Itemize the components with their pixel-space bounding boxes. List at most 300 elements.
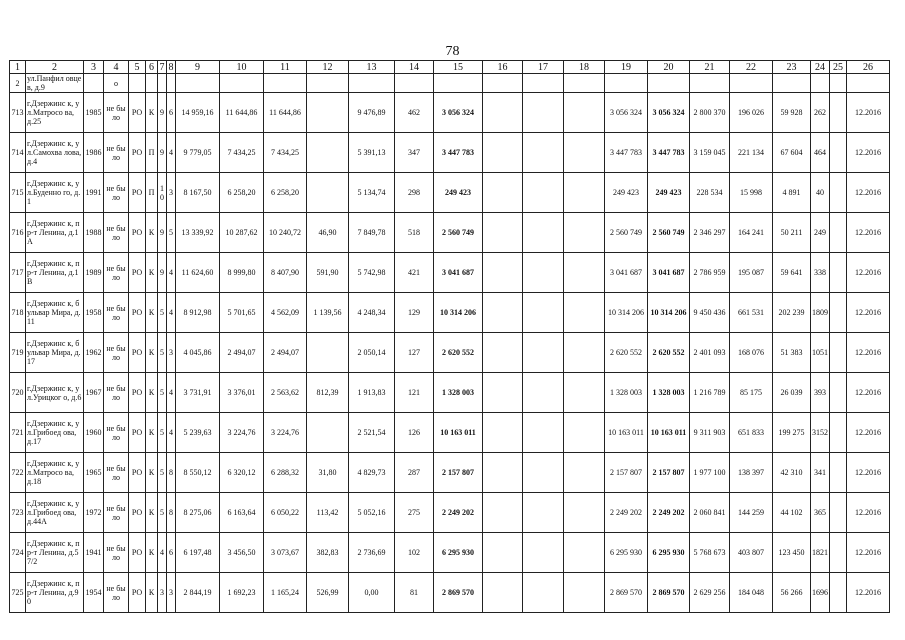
cell-deadline: 12.2016 bbox=[847, 213, 890, 253]
cell-total-area: 2 844,19 bbox=[176, 573, 220, 613]
cell-cost-owners: 249 423 bbox=[605, 173, 648, 213]
cell-floors: 9 bbox=[158, 133, 167, 173]
column-header: 14 bbox=[395, 61, 434, 74]
cell-entrances: 4 bbox=[167, 133, 176, 173]
cell-cost-owners: 3 447 783 bbox=[605, 133, 648, 173]
cell-cost-city: 15 998 bbox=[730, 173, 773, 213]
cell-num: 721 bbox=[10, 413, 26, 453]
cell-area-nonresidential: 382,83 bbox=[307, 533, 349, 573]
cell-specific-cost: 1821 bbox=[811, 533, 830, 573]
cell-area-residential: 2 563,62 bbox=[264, 373, 307, 413]
cell-cost-total: 1 328 003 bbox=[434, 373, 483, 413]
cell-area-nonresidential: 591,90 bbox=[307, 253, 349, 293]
table-row bbox=[10, 133, 890, 173]
cell-cost-other: 26 039 bbox=[773, 373, 811, 413]
cell-total-area: 8 275,06 bbox=[176, 493, 220, 533]
cell-total-area: 14 959,16 bbox=[176, 93, 220, 133]
cell-total-area: 13 339,92 bbox=[176, 213, 220, 253]
cell-c18 bbox=[564, 173, 605, 213]
cell-c16 bbox=[483, 173, 523, 213]
cell-cost-city: 195 087 bbox=[730, 253, 773, 293]
cell-cost-region: 2 346 297 bbox=[690, 213, 730, 253]
column-header: 1 bbox=[10, 61, 26, 74]
cell-year: 1991 bbox=[84, 173, 104, 213]
column-header: 17 bbox=[523, 61, 564, 74]
cell-cost-owners: 6 295 930 bbox=[605, 533, 648, 573]
cell-repair: не было bbox=[104, 453, 129, 493]
cell-num: 719 bbox=[10, 333, 26, 373]
cell-area-nonresidential bbox=[307, 333, 349, 373]
header-row bbox=[10, 61, 890, 74]
cell-c17 bbox=[523, 133, 564, 173]
cell-floors: 10 bbox=[158, 173, 167, 213]
cell-floors: 9 bbox=[158, 93, 167, 133]
cell-material: РО bbox=[129, 373, 146, 413]
cell-c17 bbox=[523, 333, 564, 373]
cell-wall: К bbox=[146, 573, 158, 613]
cell-residents: 275 bbox=[395, 493, 434, 533]
cell-address: г.Дзержинс к, ул.Грибоед ова, д.17 bbox=[26, 413, 84, 453]
column-header: 7 bbox=[159, 61, 165, 73]
cell-cost-owners: 2 157 807 bbox=[605, 453, 648, 493]
cell-entrances: 8 bbox=[167, 493, 176, 533]
cell-area-common: 2 736,69 bbox=[349, 533, 395, 573]
cell-material: РО bbox=[129, 93, 146, 133]
cell-num: 716 bbox=[10, 213, 26, 253]
cell-cost-other: 202 239 bbox=[773, 293, 811, 333]
cell-cost-total: 3 056 324 bbox=[434, 93, 483, 133]
cell-c16 bbox=[483, 533, 523, 573]
cell-c25 bbox=[830, 413, 847, 453]
cell-cost-owners: 3 056 324 bbox=[605, 93, 648, 133]
cell-area-nonresidential bbox=[307, 173, 349, 213]
cell-cost-fund: 2 249 202 bbox=[648, 493, 690, 533]
cell-area-total-rooms: 2 494,07 bbox=[220, 333, 264, 373]
cell-num: 720 bbox=[10, 373, 26, 413]
cell-area-total-rooms: 10 287,62 bbox=[220, 213, 264, 253]
cell-c16 bbox=[483, 373, 523, 413]
cell-entrances: 8 bbox=[167, 453, 176, 493]
cell-year: 1965 bbox=[84, 453, 104, 493]
cell-c17 bbox=[523, 453, 564, 493]
cell-area-residential: 1 165,24 bbox=[264, 573, 307, 613]
cell-area-total-rooms: 6 163,64 bbox=[220, 493, 264, 533]
cell-cost-total: 2 620 552 bbox=[434, 333, 483, 373]
cell-total-area: 4 045,86 bbox=[176, 333, 220, 373]
cell-material: РО bbox=[129, 173, 146, 213]
cell-wall: К bbox=[146, 333, 158, 373]
cell-cost-region: 2 629 256 bbox=[690, 573, 730, 613]
cell-residents: 462 bbox=[395, 93, 434, 133]
cell-c16 bbox=[483, 493, 523, 533]
cell-address: г.Дзержинс к, ул.Матросо ва, д.25 bbox=[26, 93, 84, 133]
cell-wall: К bbox=[146, 533, 158, 573]
cell-c17 bbox=[523, 493, 564, 533]
column-header: 11 bbox=[264, 61, 307, 74]
cell-cost-fund: 2 620 552 bbox=[648, 333, 690, 373]
cell-cost-region: 2 800 370 bbox=[690, 93, 730, 133]
cell-area-nonresidential: 812,39 bbox=[307, 373, 349, 413]
cell-c25 bbox=[830, 293, 847, 333]
cell-area-common: 0,00 bbox=[349, 573, 395, 613]
cell-cost-fund: 3 041 687 bbox=[648, 253, 690, 293]
cell-total-area: 3 731,91 bbox=[176, 373, 220, 413]
column-header: 22 bbox=[730, 61, 773, 74]
cell-c18 bbox=[564, 373, 605, 413]
column-header: 8 bbox=[168, 61, 174, 73]
cell-area-residential: 3 073,67 bbox=[264, 533, 307, 573]
cell-floors: 5 bbox=[158, 293, 167, 333]
cell-cost-city: 168 076 bbox=[730, 333, 773, 373]
cell-c18 bbox=[564, 293, 605, 333]
cell-cost-owners: 10 163 011 bbox=[605, 413, 648, 453]
cell-total-area: 5 239,63 bbox=[176, 413, 220, 453]
cell-material: РО bbox=[129, 333, 146, 373]
table-row bbox=[10, 213, 890, 253]
cell-deadline: 12.2016 bbox=[847, 453, 890, 493]
cell-repair: не было bbox=[104, 373, 129, 413]
cell-cost-region: 9 311 903 bbox=[690, 413, 730, 453]
cell-residents: 421 bbox=[395, 253, 434, 293]
cell-area-residential: 2 494,07 bbox=[264, 333, 307, 373]
cell-num: 724 bbox=[10, 533, 26, 573]
cell-specific-cost: 464 bbox=[811, 133, 830, 173]
cell-area-total-rooms: 3 376,01 bbox=[220, 373, 264, 413]
cell-c25 bbox=[830, 173, 847, 213]
cell-area-nonresidential: 526,99 bbox=[307, 573, 349, 613]
cell-cost-other: 42 310 bbox=[773, 453, 811, 493]
column-header: 2 bbox=[26, 61, 84, 74]
cell-c25 bbox=[830, 373, 847, 413]
cell-cost-fund: 10 314 206 bbox=[648, 293, 690, 333]
cell-address: г.Дзержинс к, ул.Грибоед ова, д.44А bbox=[26, 493, 84, 533]
column-header: 25 bbox=[830, 61, 847, 74]
cell-c18 bbox=[564, 533, 605, 573]
cell-residents: 518 bbox=[395, 213, 434, 253]
cell-residents: 102 bbox=[395, 533, 434, 573]
cell-material: РО bbox=[129, 213, 146, 253]
cell-cost-city: 651 833 bbox=[730, 413, 773, 453]
cell-area-residential: 7 434,25 bbox=[264, 133, 307, 173]
cell-area-common: 5 742,98 bbox=[349, 253, 395, 293]
cell-floors: 4 bbox=[158, 533, 167, 573]
cell-specific-cost: 338 bbox=[811, 253, 830, 293]
cell-c16 bbox=[483, 133, 523, 173]
column-header: 9 bbox=[176, 61, 220, 74]
cell-c17 bbox=[523, 573, 564, 613]
column-header: 6 bbox=[146, 61, 158, 74]
table-row bbox=[10, 93, 890, 133]
cell-cost-fund: 1 328 003 bbox=[648, 373, 690, 413]
cell-specific-cost: 3152 bbox=[811, 413, 830, 453]
cell-repair: не было bbox=[104, 93, 129, 133]
cell-cost-total: 10 314 206 bbox=[434, 293, 483, 333]
column-header: 24 bbox=[811, 61, 830, 74]
cell-area-residential: 11 644,86 bbox=[264, 93, 307, 133]
cell-year: 1958 bbox=[84, 293, 104, 333]
cell-area-total-rooms: 11 644,86 bbox=[220, 93, 264, 133]
cell-cost-fund: 3 056 324 bbox=[648, 93, 690, 133]
cell-floors: 5 bbox=[158, 493, 167, 533]
cell-residents: 287 bbox=[395, 453, 434, 493]
cell-cost-total: 10 163 011 bbox=[434, 413, 483, 453]
cell-wall: К bbox=[146, 93, 158, 133]
cell-residents: 347 bbox=[395, 133, 434, 173]
cell-area-total-rooms: 3 456,50 bbox=[220, 533, 264, 573]
cell-cost-city: 138 397 bbox=[730, 453, 773, 493]
cell-material: РО bbox=[129, 413, 146, 453]
cell-total-area: 8 167,50 bbox=[176, 173, 220, 213]
column-header: 20 bbox=[648, 61, 690, 74]
cell-total-area: 11 624,60 bbox=[176, 253, 220, 293]
cell-specific-cost: 1696 bbox=[811, 573, 830, 613]
cell-repair: не было bbox=[104, 133, 129, 173]
cell-repair: не было bbox=[104, 173, 129, 213]
cell-area-nonresidential: 113,42 bbox=[307, 493, 349, 533]
cell-cost-other: 67 604 bbox=[773, 133, 811, 173]
cell-cost-other: 56 266 bbox=[773, 573, 811, 613]
cell-area-nonresidential: 46,90 bbox=[307, 213, 349, 253]
cell-cost-city: 85 175 bbox=[730, 373, 773, 413]
cell-repair: не было bbox=[104, 413, 129, 453]
cell-wall: К bbox=[146, 413, 158, 453]
cell-area-residential: 8 407,90 bbox=[264, 253, 307, 293]
cell-c18 bbox=[564, 413, 605, 453]
cell-cost-total: 2 869 570 bbox=[434, 573, 483, 613]
column-header: 5 bbox=[129, 61, 146, 74]
cell-c25 bbox=[830, 253, 847, 293]
cell-address: г.Дзержинс к, пр-т Ленина, д.1 А bbox=[26, 213, 84, 253]
cell-cost-fund: 3 447 783 bbox=[648, 133, 690, 173]
column-header: 15 bbox=[434, 61, 483, 74]
cell-cost-owners: 2 869 570 bbox=[605, 573, 648, 613]
table-row bbox=[10, 453, 890, 493]
column-header: 19 bbox=[605, 61, 648, 74]
cell-cost-owners: 10 314 206 bbox=[605, 293, 648, 333]
cell-area-common: 2 050,14 bbox=[349, 333, 395, 373]
cell-area-common: 5 052,16 bbox=[349, 493, 395, 533]
cell-num: 718 bbox=[10, 293, 26, 333]
cell-entrances: 4 bbox=[167, 413, 176, 453]
cell-entrances: 3 bbox=[167, 333, 176, 373]
cell-repair: не было bbox=[104, 213, 129, 253]
cell-cost-city: 144 259 bbox=[730, 493, 773, 533]
cell-residents: 127 bbox=[395, 333, 434, 373]
table-row bbox=[10, 293, 890, 333]
cell-cost-fund: 2 157 807 bbox=[648, 453, 690, 493]
cell-specific-cost: 249 bbox=[811, 213, 830, 253]
cell-material: РО bbox=[129, 453, 146, 493]
cell-area-nonresidential: 1 139,56 bbox=[307, 293, 349, 333]
cell-c17 bbox=[523, 293, 564, 333]
table-row bbox=[10, 253, 890, 293]
cell-specific-cost: 1051 bbox=[811, 333, 830, 373]
cell-deadline: 12.2016 bbox=[847, 293, 890, 333]
cell-repair: не было bbox=[104, 293, 129, 333]
cell-cost-fund: 2 869 570 bbox=[648, 573, 690, 613]
cell-area-common: 5 391,13 bbox=[349, 133, 395, 173]
cell-c17 bbox=[523, 173, 564, 213]
cell-total-area: 8 912,98 bbox=[176, 293, 220, 333]
cell-residents: 81 bbox=[395, 573, 434, 613]
cell-cost-total: 249 423 bbox=[434, 173, 483, 213]
cell-deadline: 12.2016 bbox=[847, 173, 890, 213]
cell-cost-region: 1 216 789 bbox=[690, 373, 730, 413]
cell-area-residential: 6 258,20 bbox=[264, 173, 307, 213]
cell-cost-region: 2 060 841 bbox=[690, 493, 730, 533]
cell-address: ул.Панфил овцев, д.9 bbox=[26, 74, 84, 93]
cell-address: г.Дзержинс к, пр-т Ленина, д.90 bbox=[26, 573, 84, 613]
table-row bbox=[10, 493, 890, 533]
cell-wall: К bbox=[146, 373, 158, 413]
cell-c18 bbox=[564, 213, 605, 253]
cell-floors: 5 bbox=[158, 373, 167, 413]
table-row bbox=[10, 373, 890, 413]
cell-entrances: 3 bbox=[167, 173, 176, 213]
cell-floors: 3 bbox=[158, 573, 167, 613]
cell-num: 723 bbox=[10, 493, 26, 533]
cell-wall: К bbox=[146, 213, 158, 253]
cell-cost-other: 44 102 bbox=[773, 493, 811, 533]
cell-cost-city: 403 807 bbox=[730, 533, 773, 573]
column-header: 3 bbox=[84, 61, 104, 74]
cell-address: г.Дзержинс к, бульвар Мира, д.11 bbox=[26, 293, 84, 333]
cell-material: РО bbox=[129, 293, 146, 333]
cell-material: РО bbox=[129, 493, 146, 533]
cell-c17 bbox=[523, 213, 564, 253]
cell-cost-owners: 3 041 687 bbox=[605, 253, 648, 293]
cell-c16 bbox=[483, 573, 523, 613]
cell-address: г.Дзержинс к, ул.Самохва лова, д.4 bbox=[26, 133, 84, 173]
cell-repair: не было bbox=[104, 493, 129, 533]
cell-cost-city: 184 048 bbox=[730, 573, 773, 613]
cell-c25 bbox=[830, 213, 847, 253]
cell-c16 bbox=[483, 413, 523, 453]
cell-cost-region: 9 450 436 bbox=[690, 293, 730, 333]
cell-area-common: 5 134,74 bbox=[349, 173, 395, 213]
cell-deadline: 12.2016 bbox=[847, 573, 890, 613]
cell-num: 2 bbox=[10, 74, 26, 93]
cell-c25 bbox=[830, 493, 847, 533]
cell-area-total-rooms: 8 999,80 bbox=[220, 253, 264, 293]
cell-year: 1954 bbox=[84, 573, 104, 613]
cell-floors: 5 bbox=[158, 333, 167, 373]
cell-c25 bbox=[830, 453, 847, 493]
cell-entrances: 3 bbox=[167, 573, 176, 613]
cell-num: 715 bbox=[10, 173, 26, 213]
table-row bbox=[10, 413, 890, 453]
cell-deadline: 12.2016 bbox=[847, 133, 890, 173]
cell-cost-owners: 1 328 003 bbox=[605, 373, 648, 413]
cell-specific-cost: 393 bbox=[811, 373, 830, 413]
cell-area-total-rooms: 7 434,25 bbox=[220, 133, 264, 173]
cell-entrances: 5 bbox=[167, 213, 176, 253]
cell-c18 bbox=[564, 493, 605, 533]
cell-specific-cost: 365 bbox=[811, 493, 830, 533]
cell-cost-owners: 2 560 749 bbox=[605, 213, 648, 253]
cell-cost-city: 661 531 bbox=[730, 293, 773, 333]
cell-wall: П bbox=[146, 173, 158, 213]
cell-material: РО bbox=[129, 133, 146, 173]
cell-deadline: 12.2016 bbox=[847, 493, 890, 533]
cell-area-nonresidential bbox=[307, 93, 349, 133]
cell-repair: не было bbox=[104, 573, 129, 613]
column-header: 13 bbox=[349, 61, 395, 74]
cell-repair: не было bbox=[104, 533, 129, 573]
cell-address: г.Дзержинс к, пр-т Ленина, д.1 В bbox=[26, 253, 84, 293]
column-header: 21 bbox=[690, 61, 730, 74]
cell-total-area: 9 779,05 bbox=[176, 133, 220, 173]
cell-total-area: 6 197,48 bbox=[176, 533, 220, 573]
cell-material: РО bbox=[129, 253, 146, 293]
cell-area-nonresidential: 31,80 bbox=[307, 453, 349, 493]
cell-floors: 5 bbox=[158, 453, 167, 493]
cell-cost-city: 221 134 bbox=[730, 133, 773, 173]
cell-c18 bbox=[564, 133, 605, 173]
cell-c18 bbox=[564, 333, 605, 373]
cell-cost-fund: 249 423 bbox=[648, 173, 690, 213]
cell-cost-total: 2 157 807 bbox=[434, 453, 483, 493]
cell-cost-total: 2 249 202 bbox=[434, 493, 483, 533]
cell-specific-cost: 341 bbox=[811, 453, 830, 493]
cell-c17 bbox=[523, 413, 564, 453]
cell-cost-other: 123 450 bbox=[773, 533, 811, 573]
cell-num: 713 bbox=[10, 93, 26, 133]
cell-floors: 9 bbox=[158, 253, 167, 293]
cell-area-residential: 6 288,32 bbox=[264, 453, 307, 493]
cell-area-total-rooms: 6 320,12 bbox=[220, 453, 264, 493]
cell-cost-other: 51 383 bbox=[773, 333, 811, 373]
cell-cost-total: 3 041 687 bbox=[434, 253, 483, 293]
cell-year: 1988 bbox=[84, 213, 104, 253]
cell-specific-cost: 262 bbox=[811, 93, 830, 133]
cell-cost-other: 50 211 bbox=[773, 213, 811, 253]
cell-specific-cost: 1809 bbox=[811, 293, 830, 333]
cell-cost-region: 1 977 100 bbox=[690, 453, 730, 493]
cell-cost-region: 228 534 bbox=[690, 173, 730, 213]
cell-year: 1989 bbox=[84, 253, 104, 293]
cell-deadline: 12.2016 bbox=[847, 93, 890, 133]
cell-cost-region: 2 401 093 bbox=[690, 333, 730, 373]
cell-c17 bbox=[523, 253, 564, 293]
cell-area-common: 1 913,83 bbox=[349, 373, 395, 413]
cell-area-common: 4 248,34 bbox=[349, 293, 395, 333]
cell-cost-owners: 2 249 202 bbox=[605, 493, 648, 533]
cell-entrances: 4 bbox=[167, 293, 176, 333]
cell-c17 bbox=[523, 93, 564, 133]
cell-c18 bbox=[564, 93, 605, 133]
cell-specific-cost: 40 bbox=[811, 173, 830, 213]
cell-residents: 121 bbox=[395, 373, 434, 413]
cell-residents: 129 bbox=[395, 293, 434, 333]
column-header: 26 bbox=[847, 61, 890, 74]
cell-wall: К bbox=[146, 253, 158, 293]
cell-cost-other: 59 928 bbox=[773, 93, 811, 133]
cell-area-nonresidential bbox=[307, 133, 349, 173]
cell-area-residential: 10 240,72 bbox=[264, 213, 307, 253]
cell-material: РО bbox=[129, 573, 146, 613]
cell-cost-region: 5 768 673 bbox=[690, 533, 730, 573]
cell-cost-fund: 6 295 930 bbox=[648, 533, 690, 573]
cell-repair: не было bbox=[104, 333, 129, 373]
cell-area-residential: 3 224,76 bbox=[264, 413, 307, 453]
cell-wall: К bbox=[146, 293, 158, 333]
cell-area-total-rooms: 1 692,23 bbox=[220, 573, 264, 613]
cell-c25 bbox=[830, 573, 847, 613]
column-header: 16 bbox=[483, 61, 523, 74]
cell-deadline: 12.2016 bbox=[847, 253, 890, 293]
cell-area-residential: 4 562,09 bbox=[264, 293, 307, 333]
